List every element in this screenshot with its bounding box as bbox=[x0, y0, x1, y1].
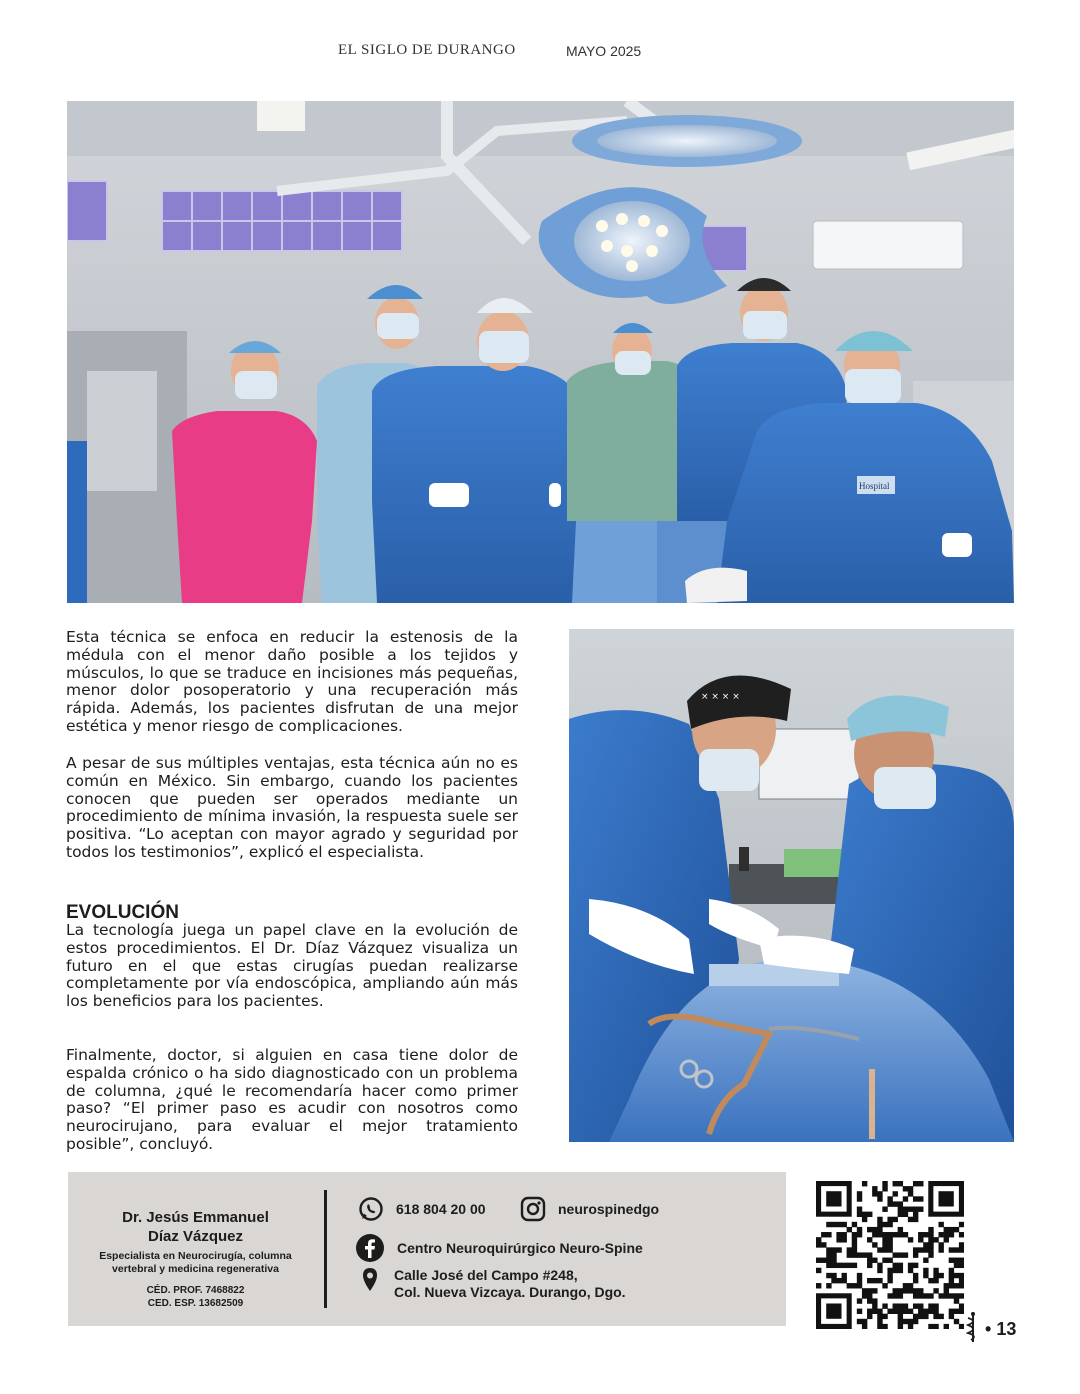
address-line2: Col. Nueva Vizcaya. Durango, Dgo. bbox=[394, 1284, 626, 1300]
issue-date: MAYO 2025 bbox=[566, 43, 642, 59]
ced-prof: CÉD. PROF. 7468822 bbox=[146, 1285, 245, 1296]
separator-dot: • bbox=[985, 1319, 992, 1339]
article-paragraph: A pesar de sus múltiples ventajas, esta técnica aún no es común en México. Sin embargo, cuando los pacientes conocen que pueden ser operados mediante un procedimiento de mínima invasión, la respuesta suele ser positiva. “Lo aceptan con mayor agrado y seguridad por todos los testimonios”, explicó el especialista. bbox=[66, 754, 518, 861]
page-header bbox=[0, 42, 1080, 62]
instagram-handle: neurospinedgo bbox=[558, 1201, 660, 1217]
svg-text:× × × ×: × × × × bbox=[701, 692, 740, 702]
doctor-info bbox=[88, 1208, 303, 1310]
article-paragraph: La tecnología juega un papel clave en la evolución de estos procedimientos. El Dr. Díaz Vázquez visualiza un futuro en el que estas cirugías puedan realizarse completamente por vía endoscópica, ampliando aún más los beneficios para los pacientes. bbox=[66, 921, 518, 1011]
card-divider bbox=[324, 1190, 327, 1308]
surgeons-operating-photo bbox=[569, 629, 1014, 1142]
page-number: 13 bbox=[996, 1319, 1017, 1339]
facebook-icon bbox=[355, 1233, 385, 1263]
caduceus-icon bbox=[966, 1312, 980, 1347]
section-heading: EVOLUCIÓN bbox=[66, 902, 179, 923]
doctor-name-line1: Dr. Jesús Emmanuel bbox=[122, 1209, 269, 1226]
instagram-contact[interactable] bbox=[520, 1196, 659, 1222]
address-line1: Calle José del Campo #248, bbox=[394, 1267, 578, 1283]
location-pin-icon bbox=[361, 1267, 379, 1293]
doctor-specialty: Especialista en Neurocirugía, columna vertebral y medicina regenerativa bbox=[99, 1250, 292, 1275]
qr-code[interactable] bbox=[816, 1181, 964, 1329]
hospital-logo: Hospital bbox=[859, 481, 890, 491]
phone-contact[interactable] bbox=[358, 1196, 486, 1222]
doctor-name-line2: Díaz Vázquez bbox=[147, 1228, 244, 1245]
doctor-contact-card bbox=[68, 1172, 786, 1326]
page-number-block bbox=[966, 1312, 1016, 1347]
publication-name: EL SIGLO DE DURANGO bbox=[338, 42, 516, 58]
operating-room-team-photo bbox=[67, 101, 1014, 603]
article-paragraph: Esta técnica se enfoca en reducir la estenosis de la médula con el menor daño posible a los tejidos y músculos, lo que se traduce en incisiones más pequeñas, menor dolor posoperatorio y una recuperación más rápida. Además, los pacientes disfrutan de una mejor estética y menor riesgo de complicaciones. bbox=[66, 628, 518, 735]
instagram-icon bbox=[520, 1196, 546, 1222]
facebook-contact[interactable] bbox=[355, 1233, 643, 1263]
address-contact bbox=[361, 1267, 626, 1301]
facebook-page-name: Centro Neuroquirúrgico Neuro-Spine bbox=[397, 1240, 643, 1256]
ced-esp: CED. ESP. 13682509 bbox=[147, 1298, 244, 1309]
phone-number: 618 804 20 00 bbox=[396, 1201, 486, 1217]
whatsapp-icon bbox=[358, 1196, 384, 1222]
address-text bbox=[394, 1267, 626, 1301]
article-paragraph: Finalmente, doctor, si alguien en casa tiene dolor de espalda crónico o ha sido diagnosticado con un problema de columna, ¿qué le recomendaría hacer como primer paso? “El primer paso es acudir con nosotros como neurocirujano, para evaluar el mejor tratamiento posible”, concluyó. bbox=[66, 1046, 518, 1153]
